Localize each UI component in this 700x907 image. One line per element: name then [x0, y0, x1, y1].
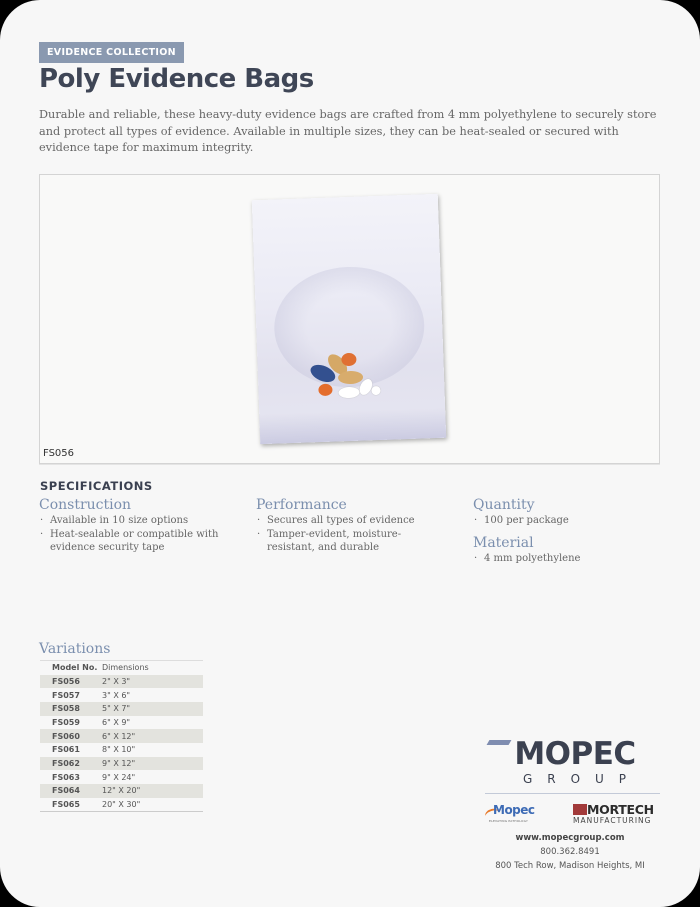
mortech-wordmark: MORTECH — [587, 802, 654, 817]
table-row — [40, 743, 203, 757]
table-row — [40, 688, 203, 702]
spec-list — [473, 552, 663, 566]
table-header-row — [40, 661, 203, 675]
product-image-frame — [39, 174, 660, 464]
product-description: Durable and reliable, these heavy-duty evidence bags are crafted from 4 mm polyethylene to securely store and protect all types of evidence. Available in multiple sizes, they can be heat-sealed or secured with evidence tape for maximum integrity. — [39, 108, 657, 154]
mopec-logo — [485, 803, 547, 825]
spec-list — [39, 514, 239, 555]
page-title: Poly Evidence Bags — [39, 64, 314, 94]
spec-item: · Tamper-evident, moisture-resistant, and durable — [256, 528, 421, 555]
dimensions-cell: 9" X 12" — [102, 758, 136, 768]
pill-orange — [341, 353, 356, 367]
footer-branding — [485, 738, 665, 873]
table-row — [40, 757, 203, 771]
model-cell: FS057 — [52, 690, 80, 700]
dimensions-cell: 8" X 10" — [102, 745, 136, 755]
spec-list — [256, 514, 456, 555]
spec-performance — [256, 496, 456, 555]
model-cell: FS060 — [52, 731, 80, 741]
model-cell: FS058 — [52, 704, 80, 714]
spec-quantity — [473, 496, 663, 565]
pill-orange-2 — [318, 384, 332, 396]
image-caption: FS056 — [43, 448, 75, 459]
dimensions-cell: 5" X 7" — [102, 704, 131, 714]
spec-title: Quantity — [473, 497, 535, 513]
pill-white — [338, 387, 359, 399]
mopec-wordmark: Mopec — [493, 803, 535, 817]
mopec-tagline: ELEVATING PATHOLOGY — [489, 819, 529, 823]
mortech-logo — [573, 803, 665, 825]
dimensions-cell: 12" X 20" — [102, 786, 141, 796]
mopec-group-logo — [485, 738, 665, 770]
address: 800 Tech Row, Madison Heights, MI — [495, 861, 645, 871]
column-header-dimensions: Dimensions — [102, 663, 149, 673]
dimensions-cell: 6" X 9" — [102, 717, 131, 727]
pill-tan-2 — [338, 371, 363, 385]
table-row — [40, 675, 203, 689]
spec-list — [473, 514, 663, 528]
table-row — [40, 770, 203, 784]
model-cell: FS056 — [52, 676, 80, 686]
brand-sub: GROUP — [522, 772, 642, 786]
spec-title: Performance — [256, 497, 347, 513]
spec-item: · 4 mm polyethylene — [473, 552, 663, 566]
variations-title: Variations — [39, 641, 111, 657]
table-row — [40, 798, 203, 812]
spec-item: · Secures all types of evidence — [256, 514, 456, 528]
model-cell: FS063 — [52, 772, 80, 782]
category-tag: EVIDENCE COLLECTION — [39, 42, 184, 63]
model-cell: FS064 — [52, 786, 80, 796]
dimensions-cell: 6" X 12" — [102, 731, 136, 741]
table-row — [40, 784, 203, 798]
mortech-sub: MANUFACTURING — [573, 816, 652, 825]
table-row — [40, 702, 203, 716]
brand-name: MOPEC — [514, 736, 636, 772]
variations-table — [40, 660, 203, 812]
spec-title-material: Material — [473, 534, 534, 551]
logo-swoosh-icon — [487, 740, 512, 745]
table-row — [40, 729, 203, 743]
dimensions-cell: 9" X 24" — [102, 772, 136, 782]
model-cell: FS061 — [52, 745, 80, 755]
mortech-block-icon — [573, 804, 587, 815]
divider — [485, 793, 660, 794]
contact-info — [475, 831, 665, 873]
model-cell: FS062 — [52, 758, 80, 768]
table-row — [40, 716, 203, 730]
sub-brand-logos — [485, 803, 665, 825]
evidence-bag-image — [252, 194, 446, 444]
spec-item: · 100 per package — [473, 514, 663, 528]
spec-construction — [39, 496, 239, 555]
model-cell: FS059 — [52, 717, 80, 727]
website-link[interactable]: www.mopecgroup.com — [515, 833, 625, 843]
column-header-model: Model No. — [52, 663, 98, 673]
spec-title: Construction — [39, 497, 132, 513]
spec-item: · Heat-sealable or compatible with evidence security tape — [39, 528, 224, 555]
dimensions-cell: 2" X 3" — [102, 676, 131, 686]
dimensions-cell: 20" X 30" — [102, 799, 141, 809]
spec-item: · Available in 10 size options — [39, 514, 239, 528]
specifications-heading: SPECIFICATIONS — [40, 479, 153, 493]
pill-white-3 — [371, 386, 380, 395]
dimensions-cell: 3" X 6" — [102, 690, 131, 700]
phone-number: 800.362.8491 — [540, 847, 600, 857]
model-cell: FS065 — [52, 799, 80, 809]
